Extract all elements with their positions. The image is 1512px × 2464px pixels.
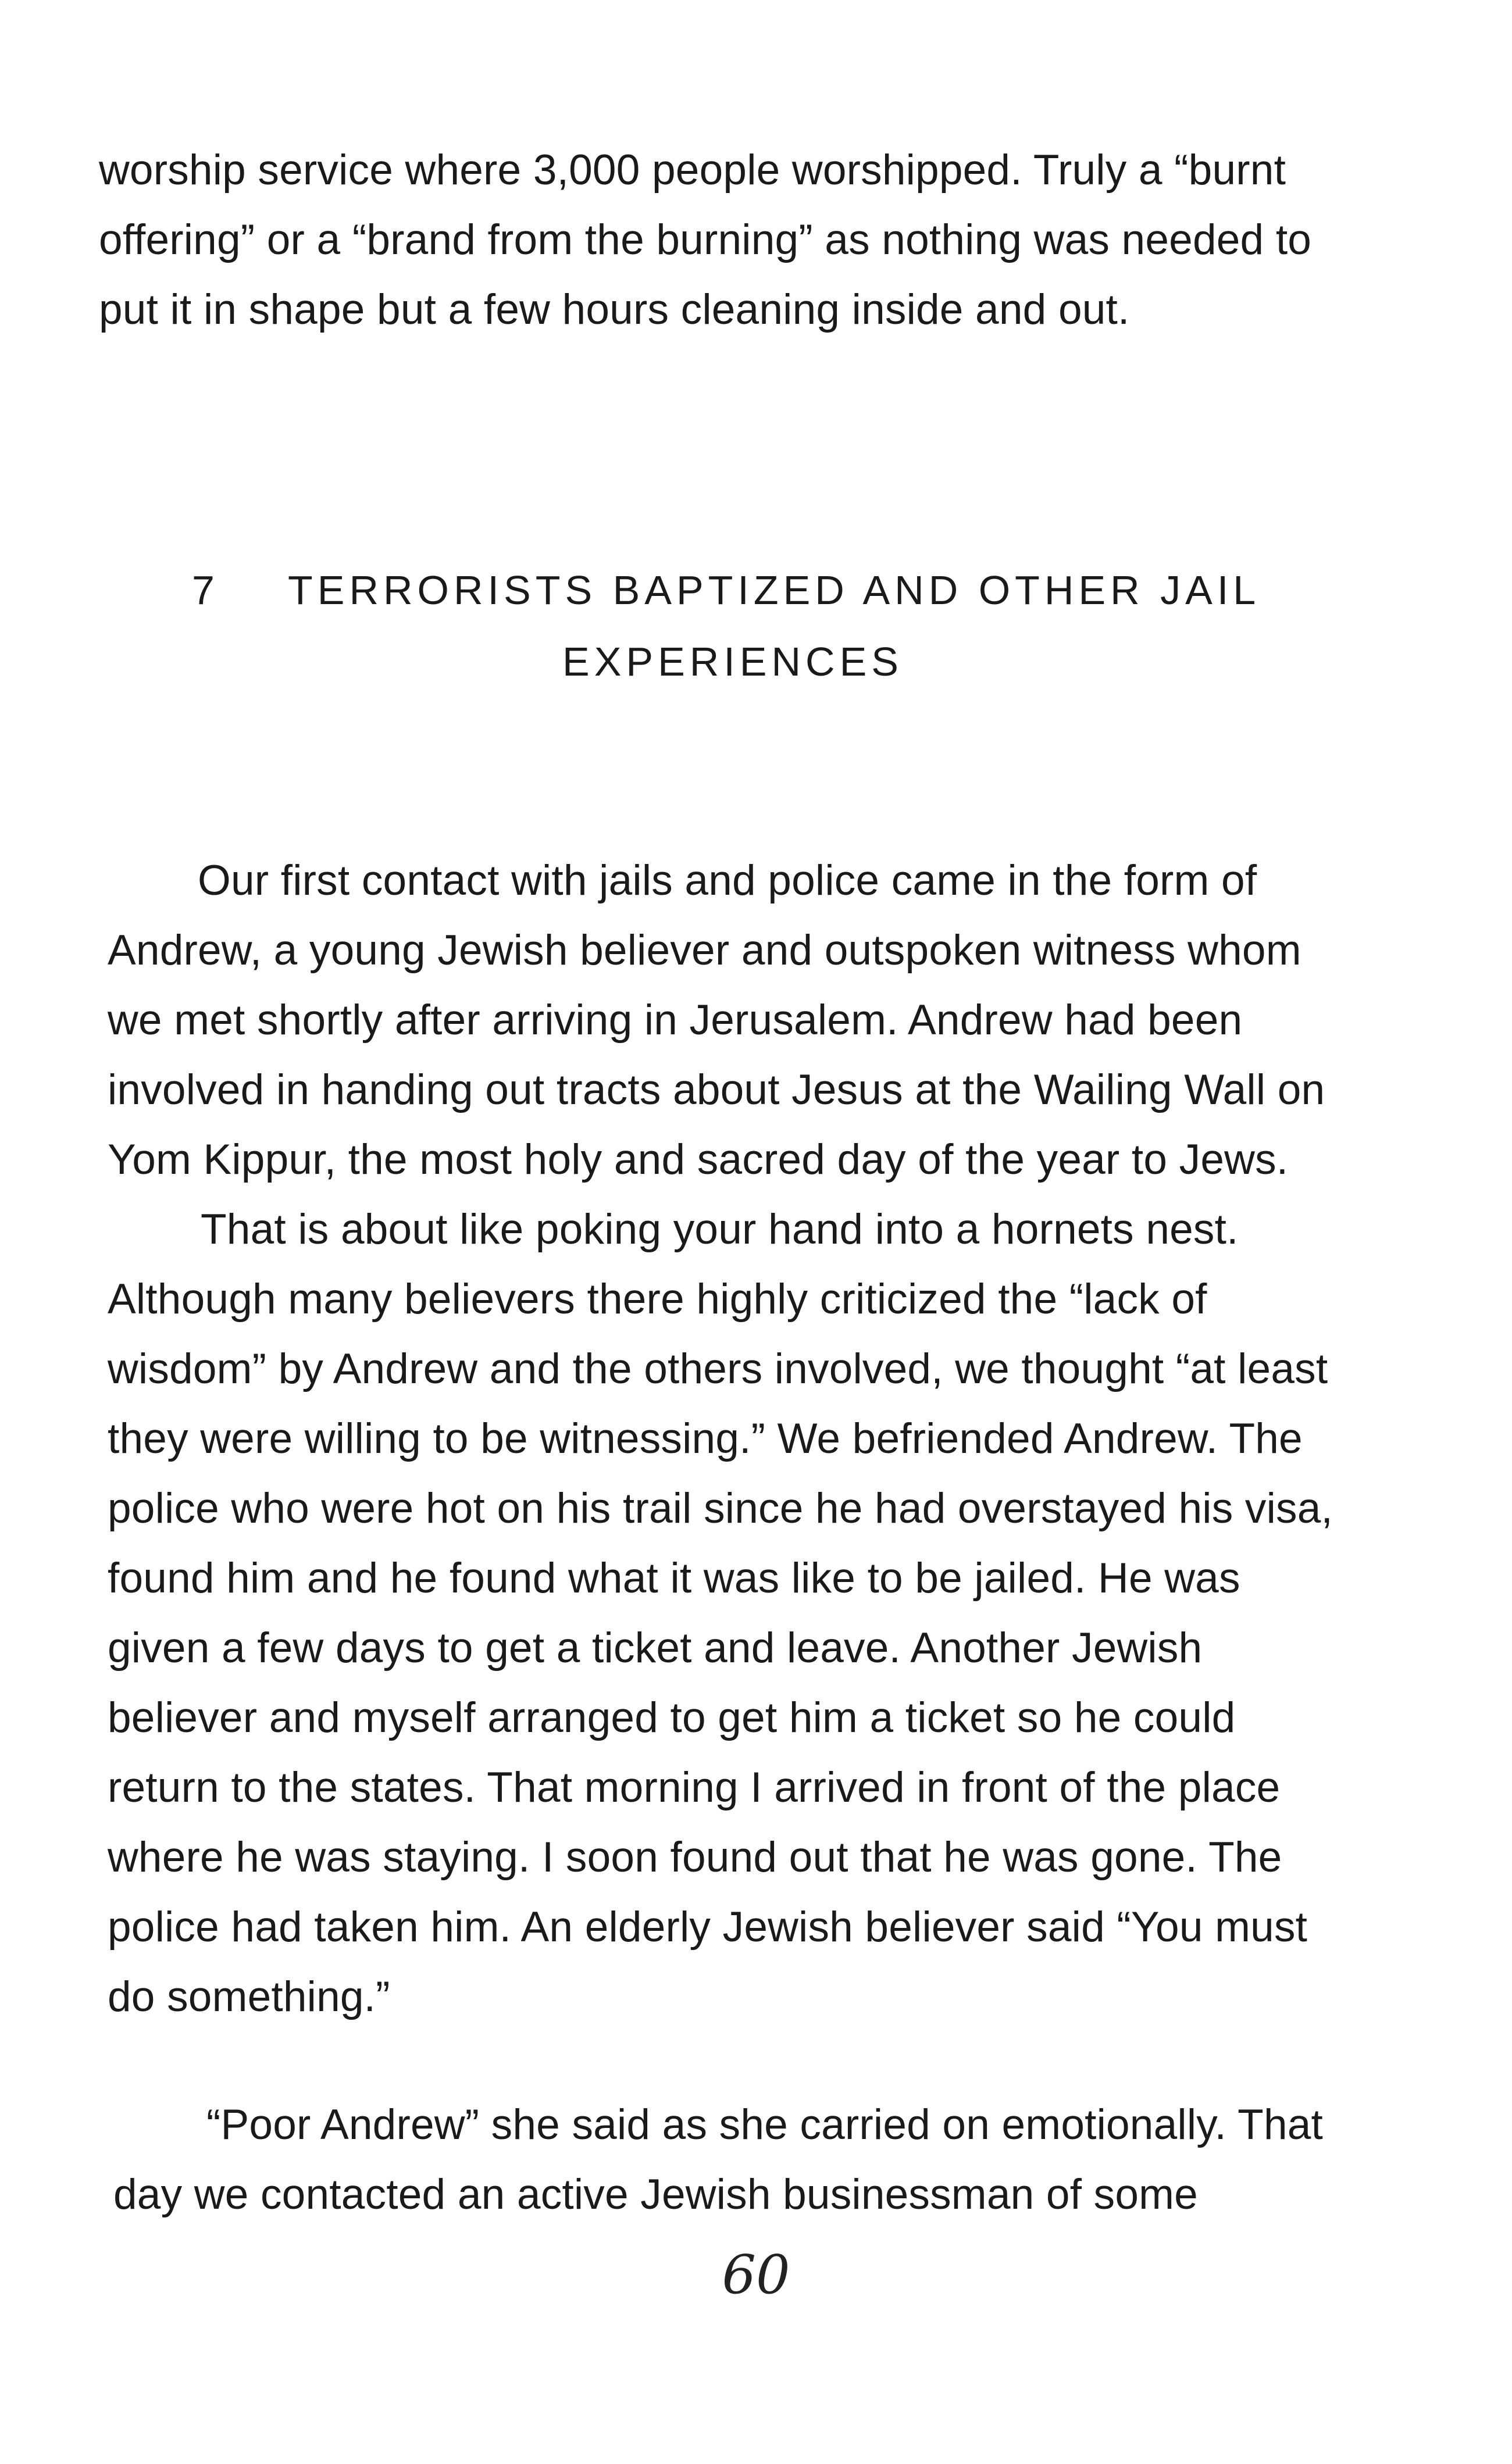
body-line: they were willing to be witnessing.” We befriended Andrew. The bbox=[108, 1415, 1303, 1462]
intro-line: put it in shape but a few hours cleaning inside and out. bbox=[99, 286, 1130, 333]
body-line: believer and myself arranged to get him a ticket so he could bbox=[108, 1694, 1236, 1741]
body-line: day we contacted an active Jewish businessman of some bbox=[113, 2171, 1198, 2218]
chapter-title-line-2: EXPERIENCES bbox=[562, 639, 903, 684]
body-line: involved in handing out tracts about Jesus at the Wailing Wall on bbox=[108, 1066, 1325, 1113]
body-line: “Poor Andrew” she said as she carried on emotionally. That bbox=[206, 2101, 1324, 2148]
body-line: return to the states. That morning I arrived in front of the place bbox=[108, 1764, 1281, 1811]
body-line: police had taken him. An elderly Jewish believer said “You must bbox=[108, 1904, 1308, 1951]
body-line: given a few days to get a ticket and leave. Another Jewish bbox=[108, 1624, 1203, 1672]
body-line: That is about like poking your hand into a hornets nest. bbox=[201, 1206, 1239, 1253]
chapter-number: 7 bbox=[192, 567, 219, 613]
body-line: Our first contact with jails and police came in the form of bbox=[198, 857, 1257, 904]
body-line: where he was staying. I soon found out that he was gone. The bbox=[108, 1834, 1282, 1881]
intro-line: offering” or a “brand from the burning” as nothing was needed to bbox=[99, 216, 1312, 263]
body-line: found him and he found what it was like to be jailed. He was bbox=[108, 1555, 1240, 1602]
body-line: Yom Kippur, the most holy and sacred day of the year to Jews. bbox=[108, 1136, 1289, 1183]
body-line: police who were hot on his trail since he had overstayed his visa, bbox=[108, 1485, 1333, 1532]
body-line: Although many believers there highly criticized the “lack of bbox=[108, 1276, 1207, 1323]
body-line: Andrew, a young Jewish believer and outspoken witness whom bbox=[108, 927, 1301, 974]
intro-line: worship service where 3,000 people worshipped. Truly a “burnt bbox=[99, 147, 1286, 194]
body-line: do something.” bbox=[108, 1973, 390, 2020]
page-number: 60 bbox=[722, 2244, 790, 2306]
body-line: we met shortly after arriving in Jerusalem. Andrew had been bbox=[108, 997, 1243, 1044]
chapter-title-line-1: TERRORISTS BAPTIZED AND OTHER JAIL bbox=[288, 567, 1261, 613]
body-line: wisdom” by Andrew and the others involved, we thought “at least bbox=[108, 1345, 1328, 1392]
